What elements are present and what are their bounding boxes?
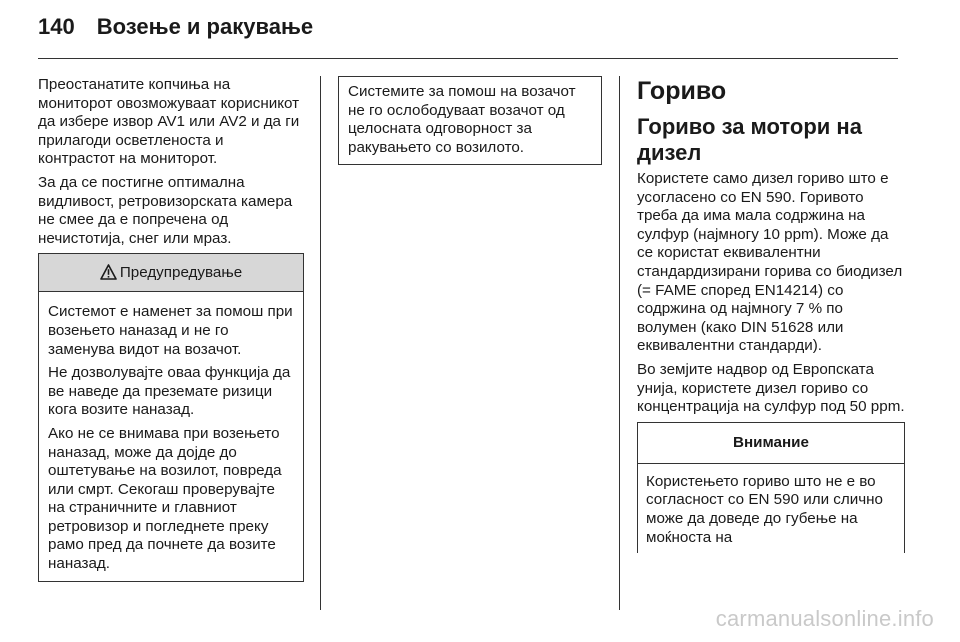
- watermark: carmanualsonline.info: [715, 606, 934, 631]
- warning-triangle-icon: [100, 264, 117, 282]
- paragraph-diesel-standard: Користете само дизел гориво што е усогласено со EN 590. Горивото треба да има мала содржина на сулфур (најмногу 10 ppm). Може да се користат еквивалентни стандардизирани горива со биодизел (= FAME според EN14214) со содржина од најмногу 7 % по волумен (како DIN 51628 или еквивалентни стандарди).: [637, 170, 903, 355]
- warning-paragraph: Системот е наменет за помош при возењето наназад и не го заменува видот на возачот.: [48, 303, 293, 358]
- paragraph-non-eu: Во земјите надвор од Европската унија, користете дизел гориво со концентрација на сулфур под 50 ppm.: [637, 360, 905, 416]
- caution-title: Внимание: [638, 423, 904, 464]
- column-divider: [619, 76, 620, 610]
- caution-text: Користењето гориво што не е во согласност со EN 590 или слично може да доведе до губење на моќноста на: [646, 472, 883, 546]
- warning-paragraph: Не дозволувајте оваа функција да ве наведе да преземате ризици кога возите наназад.: [48, 364, 291, 419]
- paragraph-monitor-controls: Преостанатите копчиња на мониторот овозможуваат корисникот да избере извор AV1 или AV2 и да ги прилагоди осветленоста и контрастот на мониторот.: [38, 76, 300, 168]
- warning-title: Предупредување: [119, 264, 243, 282]
- header-divider: [38, 58, 898, 59]
- warning-paragraph: Ако не се внимава при возењето наназад, може да дојде до оштетување на возилот, повреда или смрт. Секогаш проверувајте на страничните и главниот ретровизор и погледнете преку рамо пред да почнете да возите наназад.: [48, 424, 282, 573]
- page-number: 140: [38, 14, 75, 39]
- caution-body: [638, 464, 904, 547]
- warning-body: [39, 292, 303, 580]
- column-divider: [320, 76, 321, 610]
- column-2: [338, 76, 602, 165]
- page-header: [38, 14, 313, 54]
- column-1: [38, 76, 304, 582]
- paragraph-visibility: За да се постигне оптимална видливост, ретровизорската камера не смее да е попречена од нечистотија, снег или мраз.: [38, 173, 293, 247]
- column-3: [637, 76, 905, 553]
- section-heading-fuel: Гориво: [637, 77, 727, 105]
- caution-box: [637, 422, 905, 553]
- warning-box: [38, 253, 304, 581]
- warning-header: [39, 254, 303, 292]
- note-text: Системите за помош на возачот не го ослободуваат возачот од целосната одговорност за ракувањето со возилото.: [348, 83, 576, 156]
- note-box: [338, 76, 602, 165]
- page-title: Возење и ракување: [96, 14, 314, 39]
- subheading-diesel-fuel: Гориво за мотори на дизел: [637, 114, 862, 165]
